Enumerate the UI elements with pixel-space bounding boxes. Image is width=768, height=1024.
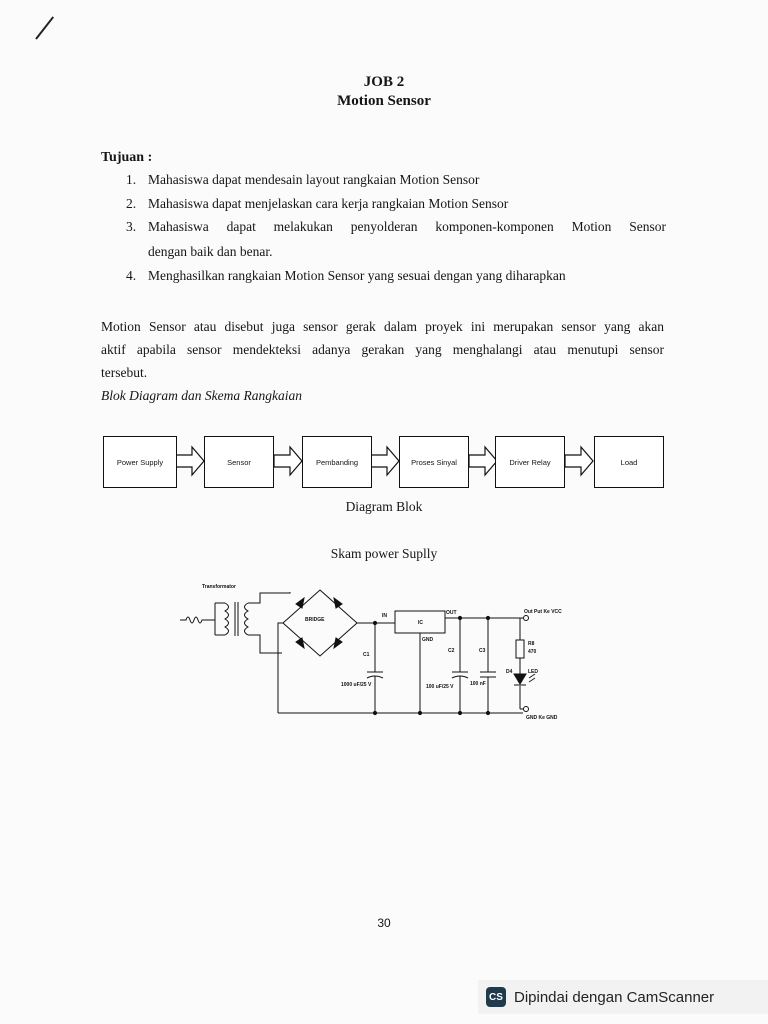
label-c2: C2	[448, 648, 455, 654]
resistor-icon	[516, 640, 524, 658]
label-c1-value: 1000 uF/25 V	[341, 682, 372, 688]
label-out: OUT	[446, 610, 457, 616]
transformer-secondary-icon	[245, 603, 249, 635]
paragraph-line: tersebut.	[101, 365, 148, 380]
label-in: IN	[382, 613, 387, 619]
label-vcc-out: Out Put Ke VCC	[524, 609, 562, 615]
block-arrows	[100, 433, 665, 493]
label-c3: C3	[479, 648, 486, 654]
block-driver-relay: Driver Relay	[495, 436, 565, 488]
label-r: R8	[528, 641, 535, 647]
arrow-icon	[176, 447, 204, 475]
camscanner-watermark	[478, 980, 768, 1014]
page-title: JOB 2	[363, 74, 405, 90]
page-subtitle: Motion Sensor	[337, 93, 431, 109]
label-led: LED	[528, 669, 538, 675]
label-d: D4	[506, 669, 513, 675]
led-icon	[514, 674, 526, 684]
paragraph-line: Motion Sensor atau disebut juga sensor gerak dalam proyek ini merupakan sensor yang akan	[101, 319, 664, 334]
label-gnd: GND	[422, 637, 434, 643]
label-ic: IC	[418, 620, 423, 626]
block-load: Load	[594, 436, 664, 488]
diode-icon	[334, 638, 342, 648]
block-diagram-caption: Diagram Blok	[345, 499, 423, 514]
block-sensor: Sensor	[204, 436, 274, 488]
label-c2-value: 100 uF/25 V	[426, 684, 454, 690]
label-transformer: Transformator	[202, 584, 236, 590]
objective-text: Mahasiswa dapat mendesain layout rangkaian Motion Sensor	[148, 172, 480, 187]
diode-icon	[296, 598, 304, 608]
power-supply-schematic	[170, 578, 570, 728]
label-c3-value: 100 nF	[470, 681, 486, 687]
objective-text: Mahasiswa dapat melakukan penyolderan komponen-komponen Motion Sensor	[148, 219, 666, 234]
watermark-text: Dipindai dengan CamScanner	[514, 988, 715, 1006]
diode-icon	[296, 638, 304, 648]
arrow-icon	[371, 447, 399, 475]
schematic-caption: Skam power Suplly	[330, 546, 438, 561]
intro-paragraph	[101, 315, 664, 384]
objective-number: 3.	[126, 219, 137, 234]
page-number: 30	[377, 916, 391, 930]
block-diagram	[100, 433, 665, 493]
arrow-icon	[274, 447, 302, 475]
camscanner-icon: CS	[486, 987, 506, 1007]
objectives-heading: Tujuan :	[101, 150, 153, 165]
block-power-supply: Power Supply	[103, 436, 177, 488]
block-proses-sinyal: Proses Sinyal	[399, 436, 469, 488]
paragraph-line: aktif apabila sensor mendekteksi adanya gerakan yang menghalangi atau menutupi sensor	[101, 342, 664, 357]
label-gnd-out: GND Ke GND	[526, 715, 558, 721]
arrow-icon	[469, 447, 497, 475]
objective-number: 1.	[126, 172, 137, 187]
pen-mark	[35, 16, 54, 39]
ac-source-icon	[180, 617, 208, 623]
diode-icon	[334, 598, 342, 608]
objective-number: 4.	[126, 268, 137, 283]
objective-text: Menghasilkan rangkaian Motion Sensor yang sesuai dengan yang diharapkan	[148, 268, 566, 283]
arrow-icon	[565, 447, 593, 475]
label-r-value: 470	[528, 649, 537, 655]
section-heading: Blok Diagram dan Skema Rangkaian	[101, 388, 302, 403]
block-pembanding: Pembanding	[302, 436, 372, 488]
label-c1: C1	[363, 652, 370, 658]
objective-text: Mahasiswa dapat menjelaskan cara kerja rangkaian Motion Sensor	[148, 196, 509, 211]
transformer-primary-icon	[225, 603, 229, 635]
objective-number: 2.	[126, 196, 137, 211]
label-bridge: BRIDGE	[305, 617, 325, 623]
objective-text: dengan baik dan benar.	[148, 244, 273, 259]
